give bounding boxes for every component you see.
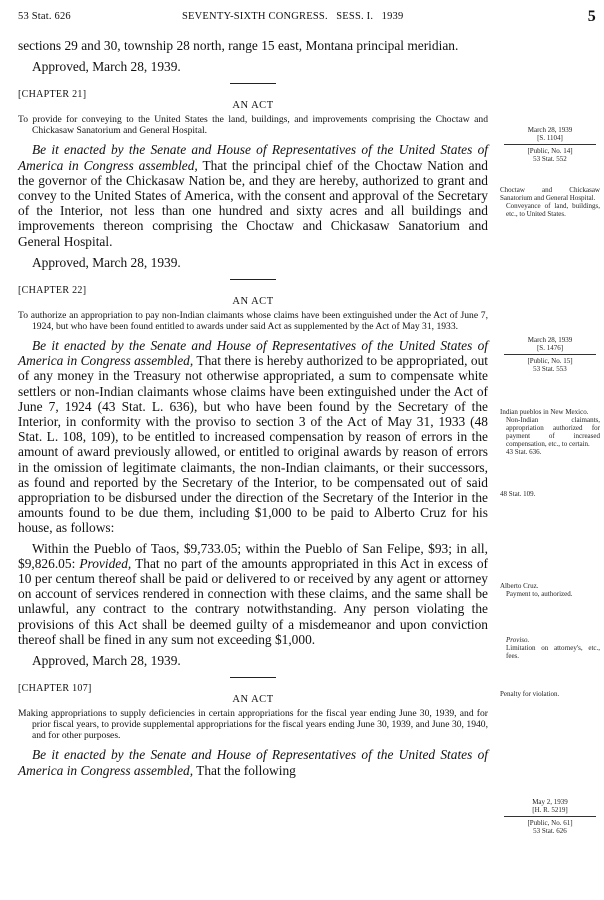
act-body: [18, 142, 488, 248]
margin-note-text: Non-Indian claimants, appropriation authorized for payment of increased compensation, etc., to certain.: [506, 416, 600, 448]
margin-date: May 2, 1939: [532, 798, 568, 806]
act-purpose: Making appropriations to supply deficiencies in certain appropriations for the fiscal year ending June 30, 1939, and for prior fiscal years, to provide supplemental appropriations for the fiscal years ending June 30, 1939, and June 30, 1940, and for other purposes.: [18, 708, 488, 742]
chapter-heading: [CHAPTER 21]: [18, 89, 87, 101]
section-divider: [230, 83, 276, 84]
margin-note-ch21: [500, 186, 600, 218]
margin-note-text: Indian pueblos in New Mexico.: [500, 408, 589, 416]
act-approved: Approved, March 28, 1939.: [32, 653, 181, 669]
proviso-word: Provided,: [79, 555, 132, 571]
an-act-title: AN ACT: [232, 100, 274, 112]
margin-date: March 28, 1939: [527, 126, 573, 134]
margin-date: March 28, 1939: [527, 336, 573, 344]
margin-date-block-ch21: [500, 126, 600, 163]
margin-note-text: Choctaw and Chickasaw Sanatorium and General Hospital.: [500, 186, 600, 202]
margin-rule: [504, 816, 596, 817]
enacting-clause: Be it enacted by the Senate and House of Representatives of the United States of America in Congress assembled,: [18, 747, 488, 778]
act-body-text: That no part of the amounts appropriated in this Act in excess of 10 per centum thereof shall be paid or delivered to or received by any agent or attorney on account of services rendered in connection with these claims, and the same shall be unlawful, any contract to the contrary notwithstanding. Any person violating the provisions of this Act shall be deemed guilty of a misdemeanor and upon conviction thereof shall be fined in any sum not exceeding $1,000.: [18, 555, 488, 647]
header-congress-session: SEVENTY-SIXTH CONGRESS. SESS. I. 1939: [182, 11, 404, 22]
act-purpose: To provide for conveying to the United States the land, buildings, and improvements comprising the Choctaw and Chickasaw Sanatorium and General Hospital.: [18, 114, 488, 137]
chapter-heading: [CHAPTER 22]: [18, 285, 87, 297]
an-act-title: AN ACT: [232, 296, 274, 308]
margin-note-text: Payment to, authorized.: [506, 590, 573, 598]
main-text-column: [18, 38, 488, 778]
intro-text: sections 29 and 30, township 28 north, range 15 east, Montana principal meridian.: [18, 38, 459, 53]
margin-stat: 53 Stat. 553: [533, 365, 567, 373]
act-purpose: To authorize an appropriation to pay non-Indian claimants whose claims have been extinguished under the Act of June 7, 1924, but who have been found entitled to awards under said Act as supplemented by the Act of May 31, 1933.: [18, 310, 488, 333]
section-divider: [230, 677, 276, 678]
page-number: 5: [587, 8, 596, 25]
margin-note-text: Conveyance of land, buildings, etc., to United States.: [506, 202, 600, 218]
chapter-107: [18, 683, 488, 777]
margin-note-alberto: [500, 582, 600, 598]
intro-approved: Approved, March 28, 1939.: [32, 59, 181, 75]
margin-bill: [S. 1104]: [537, 134, 563, 142]
margin-bill: [H. R. 5219]: [532, 806, 568, 814]
act-body-text: Within the Pueblo of Taos, $9,733.05; within the Pueblo of San Felipe, $93; in all, $9,826.05:: [18, 540, 488, 571]
act-body-text: That the principal chief of the Choctaw Nation and the governor of the Chickasaw Nation be, and they are hereby, authorized to grant and convey to the United States of America, with the consent and approval of the Secretary of the Interior, not less than one hundred and sixty acres and all buildings and improvements thereon comprising the Choctaw and Chickasaw Sanatorium and General Hospital.: [18, 157, 488, 249]
margin-stat: 53 Stat. 552: [533, 155, 567, 163]
margin-bill: [S. 1476]: [536, 344, 564, 352]
act-body-text: That the following: [193, 762, 296, 778]
chapter-22: [18, 285, 488, 668]
margin-rule: [504, 354, 596, 355]
enacting-clause: Be it enacted by the Senate and House of Representatives of the United States of America in Congress assembled,: [18, 338, 488, 369]
margin-note-text: 48 Stat. 109.: [500, 490, 536, 498]
act-body: [18, 338, 488, 536]
margin-public-law: [Public, No. 15]: [527, 357, 573, 365]
act-approved: Approved, March 28, 1939.: [32, 254, 181, 270]
margin-date-block-ch22: [500, 336, 600, 373]
margin-public-law: [Public, No. 14]: [527, 147, 573, 155]
margin-note-text: 43 Stat. 636.: [506, 448, 542, 456]
act-body: [18, 747, 488, 777]
margin-stat: 53 Stat. 626: [533, 827, 567, 835]
margin-note-text: Alberto Cruz.: [500, 582, 539, 590]
margin-note-ch22: [500, 408, 600, 456]
margin-note-text: Proviso.: [506, 636, 530, 644]
act-body-continued: [18, 541, 488, 647]
chapter-21: [18, 89, 488, 270]
margin-note-text: Limitation on attorney's, etc., fees.: [506, 644, 600, 660]
enacting-clause: Be it enacted by the Senate and House of Representatives of the United States of America in Congress assembled,: [18, 142, 488, 173]
act-body-text: That there is hereby authorized to be appropriated, out of any money in the Treasury not otherwise appropriated, a sum to compensate white settlers or non-Indian claimants whose claims have been extinguished under the Act of June 7, 1924 (43 Stat. L. 636), but who have been found by the Secretary of the Interior, in conformity with the proviso to section 3 of the Act of May 31, 1933 (48 Stat. L. 108, 109), to be entitled to increased compensation by reason of errors in the amount of award previously allowed, or entitled to original awards by reason of errors in the omission of legitimate claimants, the non-Indian claimants, or their successors, as found and reported by the Secretary of the Interior, to be compensated out of said appropriation to be disbursed under the direction of the Secretary of the Interior in the amounts found to be due them, including $1,000 to be paid to Alberto Cruz for his house, as follows:: [18, 353, 488, 536]
chapter-heading: [CHAPTER 107]: [18, 683, 92, 695]
margin-note-proviso: [500, 636, 600, 660]
margin-date-block-ch107: [500, 798, 600, 835]
margin-rule: [504, 144, 596, 145]
section-divider: [230, 279, 276, 280]
header-stat-reference: 53 Stat. 626: [18, 11, 71, 22]
margin-public-law: [Public, No. 61]: [527, 819, 573, 827]
running-header: [18, 8, 596, 26]
an-act-title: AN ACT: [232, 694, 274, 706]
margin-note-text: Penalty for violation.: [500, 690, 560, 698]
